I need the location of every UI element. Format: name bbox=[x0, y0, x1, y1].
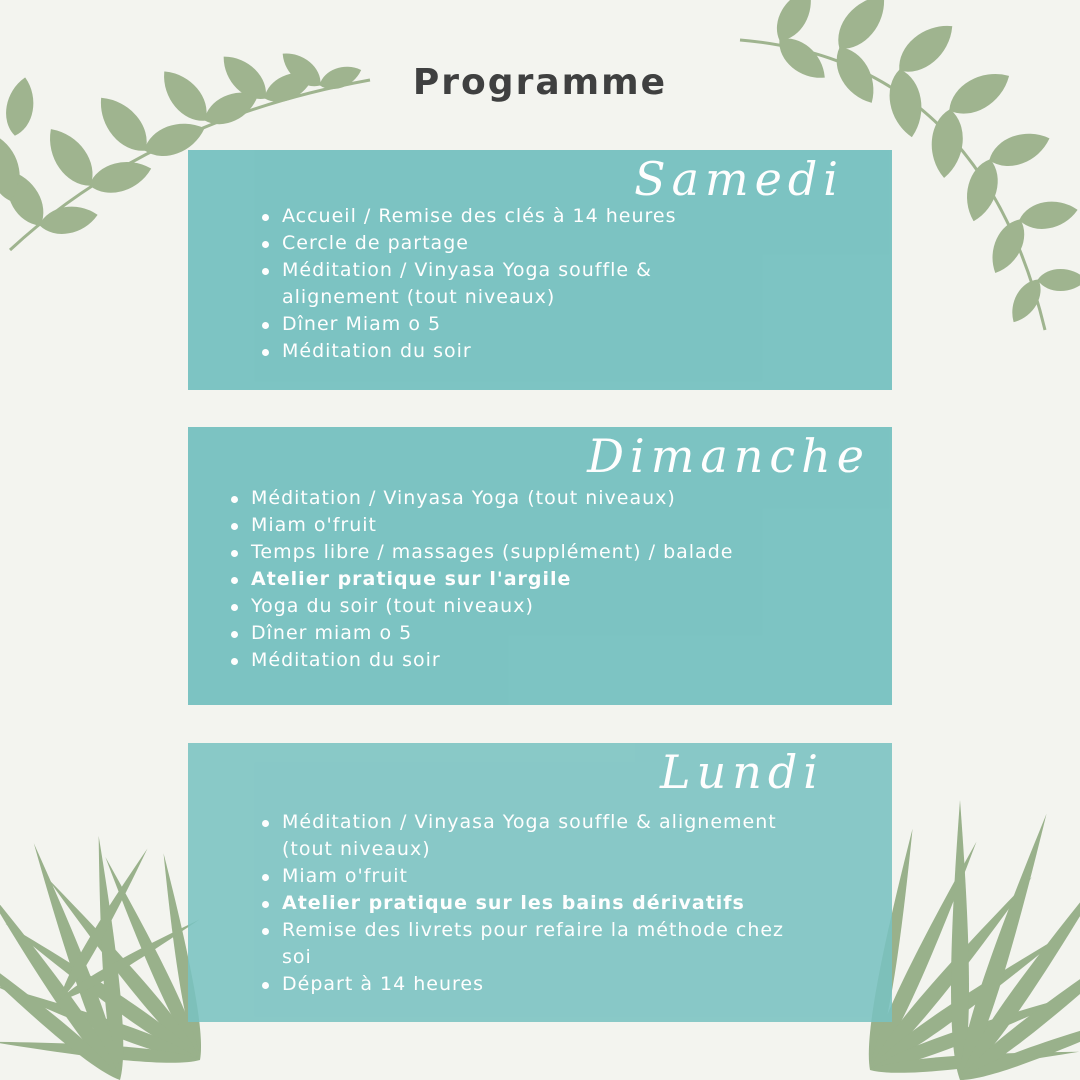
list-item: Méditation / Vinyasa Yoga souffle & alignement (tout niveaux) bbox=[262, 809, 802, 863]
activity-list bbox=[231, 485, 791, 674]
day-card-samedi bbox=[188, 150, 892, 390]
list-item: Méditation / Vinyasa Yoga (tout niveaux) bbox=[231, 485, 791, 512]
day-title: Samedi bbox=[634, 152, 844, 206]
bottom-left-palm-icon bbox=[0, 835, 207, 1080]
bottom-right-palm-icon bbox=[862, 800, 1080, 1080]
list-item: Accueil / Remise des clés à 14 heures bbox=[262, 203, 682, 230]
list-item: Temps libre / massages (supplément) / balade bbox=[231, 539, 791, 566]
list-item: Atelier pratique sur les bains dérivatifs bbox=[262, 890, 802, 917]
list-item: Dîner miam o 5 bbox=[231, 620, 791, 647]
list-item: Yoga du soir (tout niveaux) bbox=[231, 593, 791, 620]
list-item: Miam o'fruit bbox=[231, 512, 791, 539]
day-title: Lundi bbox=[660, 745, 824, 799]
day-card-dimanche bbox=[188, 427, 892, 705]
list-item: Cercle de partage bbox=[262, 230, 682, 257]
list-item: Méditation / Vinyasa Yoga souffle & alignement (tout niveaux) bbox=[262, 257, 682, 311]
list-item: Atelier pratique sur l'argile bbox=[231, 566, 791, 593]
activity-list bbox=[262, 203, 682, 365]
page-title: Programme bbox=[412, 62, 668, 103]
list-item: Dîner Miam o 5 bbox=[262, 311, 682, 338]
day-card-lundi bbox=[188, 743, 892, 1022]
list-item: Départ à 14 heures bbox=[262, 971, 802, 998]
list-item: Miam o'fruit bbox=[262, 863, 802, 890]
activity-list bbox=[262, 809, 802, 998]
day-title: Dimanche bbox=[587, 429, 870, 483]
list-item: Remise des livrets pour refaire la méthode chez soi bbox=[262, 917, 802, 971]
list-item: Méditation du soir bbox=[262, 338, 682, 365]
list-item: Méditation du soir bbox=[231, 647, 791, 674]
